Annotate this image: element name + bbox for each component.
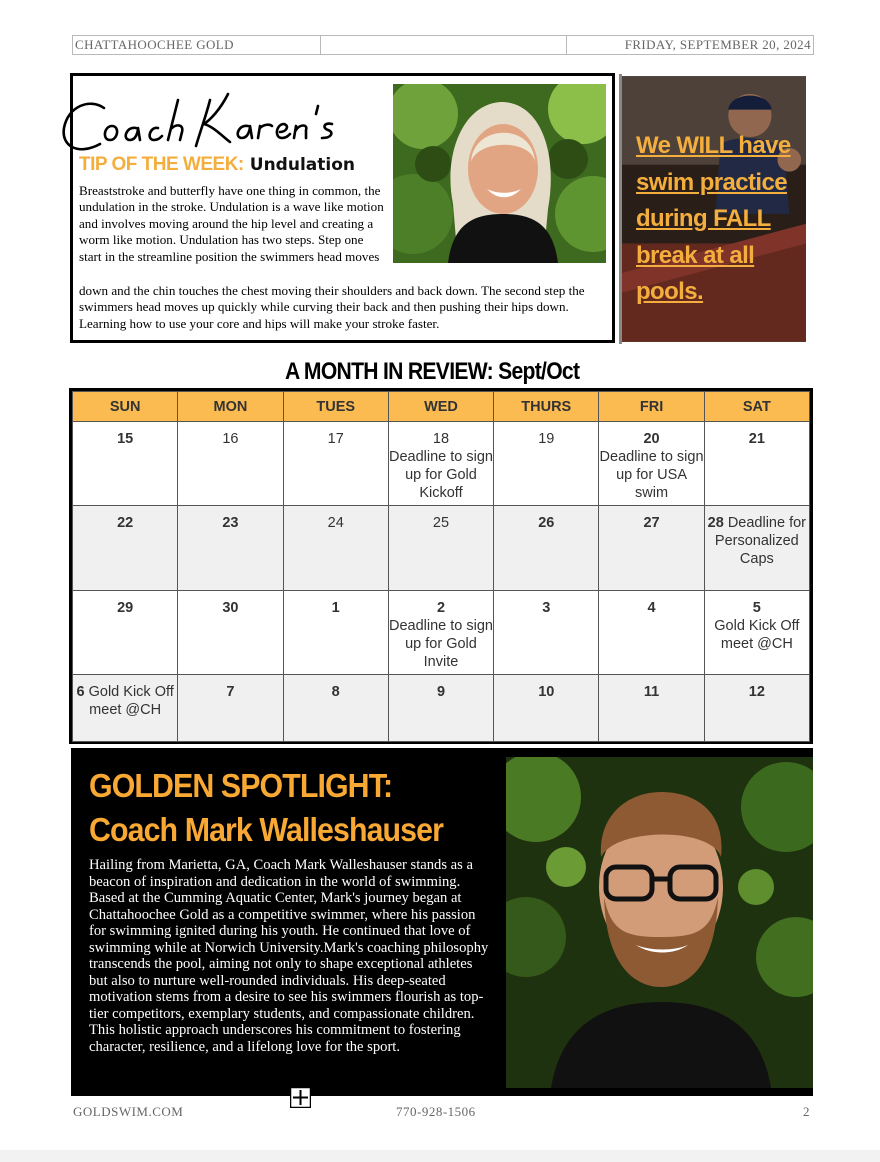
- spotlight-title-line1: GOLDEN SPOTLIGHT:: [89, 767, 393, 804]
- calendar-body: [73, 422, 810, 742]
- calendar-day-cell: [704, 675, 809, 742]
- coach-mark-photo: [506, 757, 813, 1088]
- page-header: [72, 35, 814, 55]
- calendar-day-cell: [283, 591, 388, 675]
- calendar-week-row: [73, 591, 810, 675]
- calendar-day-number: 29: [117, 600, 134, 616]
- footer-phone: 770-928-1506: [396, 1104, 476, 1119]
- calendar-day-number: 20: [643, 431, 660, 447]
- calendar-day-cell: [704, 422, 809, 506]
- calendar-day-header: SAT: [704, 392, 809, 422]
- tip-topic: Undulation: [249, 155, 355, 175]
- calendar-day-number: 28: [707, 515, 724, 531]
- fall-break-notice: [636, 128, 801, 311]
- page-gutter: [0, 1150, 880, 1162]
- calendar-day-number: 19: [538, 431, 555, 447]
- calendar-event-note: Deadline to sign up for Gold Kickoff: [388, 449, 493, 501]
- calendar-week-row: [73, 506, 810, 591]
- tip-heading: [79, 154, 355, 176]
- tip-body-part1: Breaststroke and butterfly have one thing in common, the undulation in the stroke. Undulation is a wave like motion and involves moving around the hip level and creating a worm like motion. Undulation has two steps. Step one start in the streamline position the swimmers head moves: [79, 183, 384, 264]
- calendar-day-cell: [178, 675, 283, 742]
- calendar-day-number: 5: [752, 600, 761, 616]
- fall-line-1: We WILL have: [636, 132, 791, 159]
- calendar-day-number: 3: [542, 600, 551, 616]
- calendar-event-note: Deadline to sign up for USA swim: [599, 449, 704, 501]
- spotlight-title: [89, 764, 443, 852]
- calendar-day-number: 10: [538, 684, 555, 700]
- calendar-day-number: 25: [432, 515, 450, 531]
- tip-label: TIP OF THE WEEK:: [79, 154, 244, 175]
- calendar: [69, 388, 813, 744]
- calendar-day-header: THURS: [494, 392, 599, 422]
- calendar-day-cell: [494, 506, 599, 591]
- calendar-day-number: 21: [748, 431, 765, 447]
- calendar-event-note: Gold Kick Off meet @CH: [714, 618, 800, 652]
- calendar-day-cell: [283, 422, 388, 506]
- calendar-table: [72, 391, 810, 742]
- spotlight-body: Hailing from Marietta, GA, Coach Mark Walleshauser stands as a beacon of inspiration and dedication in the world of swimming. Based at the Cumming Aquatic Center, Mark's journey began at Chattahoochee Gold as a competitive swimmer, where his passion for swimming ignited during his youth. He continued that love of swimming while at Norwich University.Mark's coaching philosophy transcends the pool, aiming not only to shape exceptional athletes but also to nurture well-rounded individuals. His deep-seated motivation stems from a desire to see his swimmers flourish as top-tier competitors, exemplary students, and compassionate children. This holistic approach underscores his commitment to fostering character, resilience, and a lifelong love for the sport.: [89, 857, 489, 1055]
- calendar-day-header: TUES: [283, 392, 388, 422]
- fall-line-5: pools.: [636, 278, 704, 305]
- calendar-day-number: 23: [222, 515, 239, 531]
- fall-line-4: break at all: [636, 241, 755, 269]
- calendar-day-cell: [494, 675, 599, 742]
- calendar-day-number: 15: [117, 431, 134, 447]
- calendar-day-number: 30: [222, 600, 239, 616]
- calendar-day-cell: [599, 506, 704, 591]
- calendar-day-cell: [283, 675, 388, 742]
- calendar-day-header: WED: [388, 392, 493, 422]
- calendar-day-number: 11: [643, 684, 660, 700]
- calendar-day-number: 4: [647, 600, 656, 616]
- calendar-event-note: Gold Kick Off meet @CH: [88, 684, 174, 718]
- header-date: FRIDAY, SEPTEMBER 20, 2024: [624, 37, 811, 52]
- calendar-day-number: 16: [222, 431, 239, 447]
- calendar-header-row: [73, 392, 810, 422]
- calendar-day-cell: [73, 506, 178, 591]
- calendar-day-number: 6: [76, 684, 85, 700]
- calendar-event-note: Deadline to sign up for Gold Invite: [388, 618, 493, 670]
- calendar-day-number: 9: [436, 684, 446, 700]
- calendar-week-row: [73, 675, 810, 742]
- header-org-name: CHATTAHOOCHEE GOLD: [73, 36, 321, 54]
- coach-karen-script-title: [60, 70, 390, 160]
- calendar-day-number: 17: [327, 431, 344, 447]
- calendar-day-header: FRI: [599, 392, 704, 422]
- calendar-day-cell: [283, 506, 388, 591]
- calendar-day-number: 8: [331, 684, 340, 700]
- text-anchor-plus-icon[interactable]: [290, 1087, 311, 1108]
- footer-page-number: 2: [803, 1104, 810, 1119]
- calendar-day-header: MON: [178, 392, 283, 422]
- calendar-day-number: 18: [432, 431, 450, 447]
- calendar-day-cell: [599, 422, 704, 506]
- calendar-day-cell: [178, 591, 283, 675]
- calendar-day-cell: [73, 422, 178, 506]
- calendar-day-cell: [178, 422, 283, 506]
- calendar-day-cell: [388, 675, 493, 742]
- calendar-day-cell: [704, 506, 809, 591]
- calendar-day-cell: [599, 591, 704, 675]
- calendar-week-row: [73, 422, 810, 506]
- coach-karen-photo: [393, 84, 606, 263]
- footer-website: GOLDSWIM.COM: [73, 1104, 184, 1119]
- calendar-day-cell: [388, 422, 493, 506]
- calendar-day-number: 27: [643, 515, 660, 531]
- calendar-day-cell: [494, 422, 599, 506]
- calendar-event-note: Deadline for Personalized Caps: [714, 515, 807, 567]
- calendar-day-cell: [388, 591, 493, 675]
- calendar-day-cell: [73, 675, 178, 742]
- header-middle: [321, 36, 567, 54]
- calendar-day-number: 1: [331, 600, 340, 616]
- calendar-day-number: 26: [538, 515, 555, 531]
- calendar-day-number: 22: [117, 515, 134, 531]
- calendar-day-cell: [388, 506, 493, 591]
- fall-line-3: during FALL: [636, 205, 771, 232]
- calendar-day-cell: [599, 675, 704, 742]
- calendar-day-number: 24: [327, 515, 344, 531]
- spotlight-title-line2: Coach Mark Walleshauser: [89, 811, 443, 848]
- calendar-day-cell: [704, 591, 809, 675]
- calendar-day-cell: [178, 506, 283, 591]
- fall-line-2: swim practice: [636, 168, 787, 196]
- calendar-day-number: 7: [226, 684, 235, 700]
- tip-body-part2: down and the chin touches the chest moving their shoulders and back down. The second step the swimmers head moves up quickly while curving their back and then pushing their hips down. Learning how to use your core and hips will make your stroke faster.: [79, 283, 585, 331]
- calendar-day-number: 2: [436, 600, 446, 616]
- calendar-day-cell: [73, 591, 178, 675]
- calendar-day-cell: [494, 591, 599, 675]
- calendar-day-number: 12: [748, 684, 765, 700]
- calendar-day-header: SUN: [73, 392, 178, 422]
- calendar-title: A MONTH IN REVIEW: Sept/Oct: [285, 358, 580, 385]
